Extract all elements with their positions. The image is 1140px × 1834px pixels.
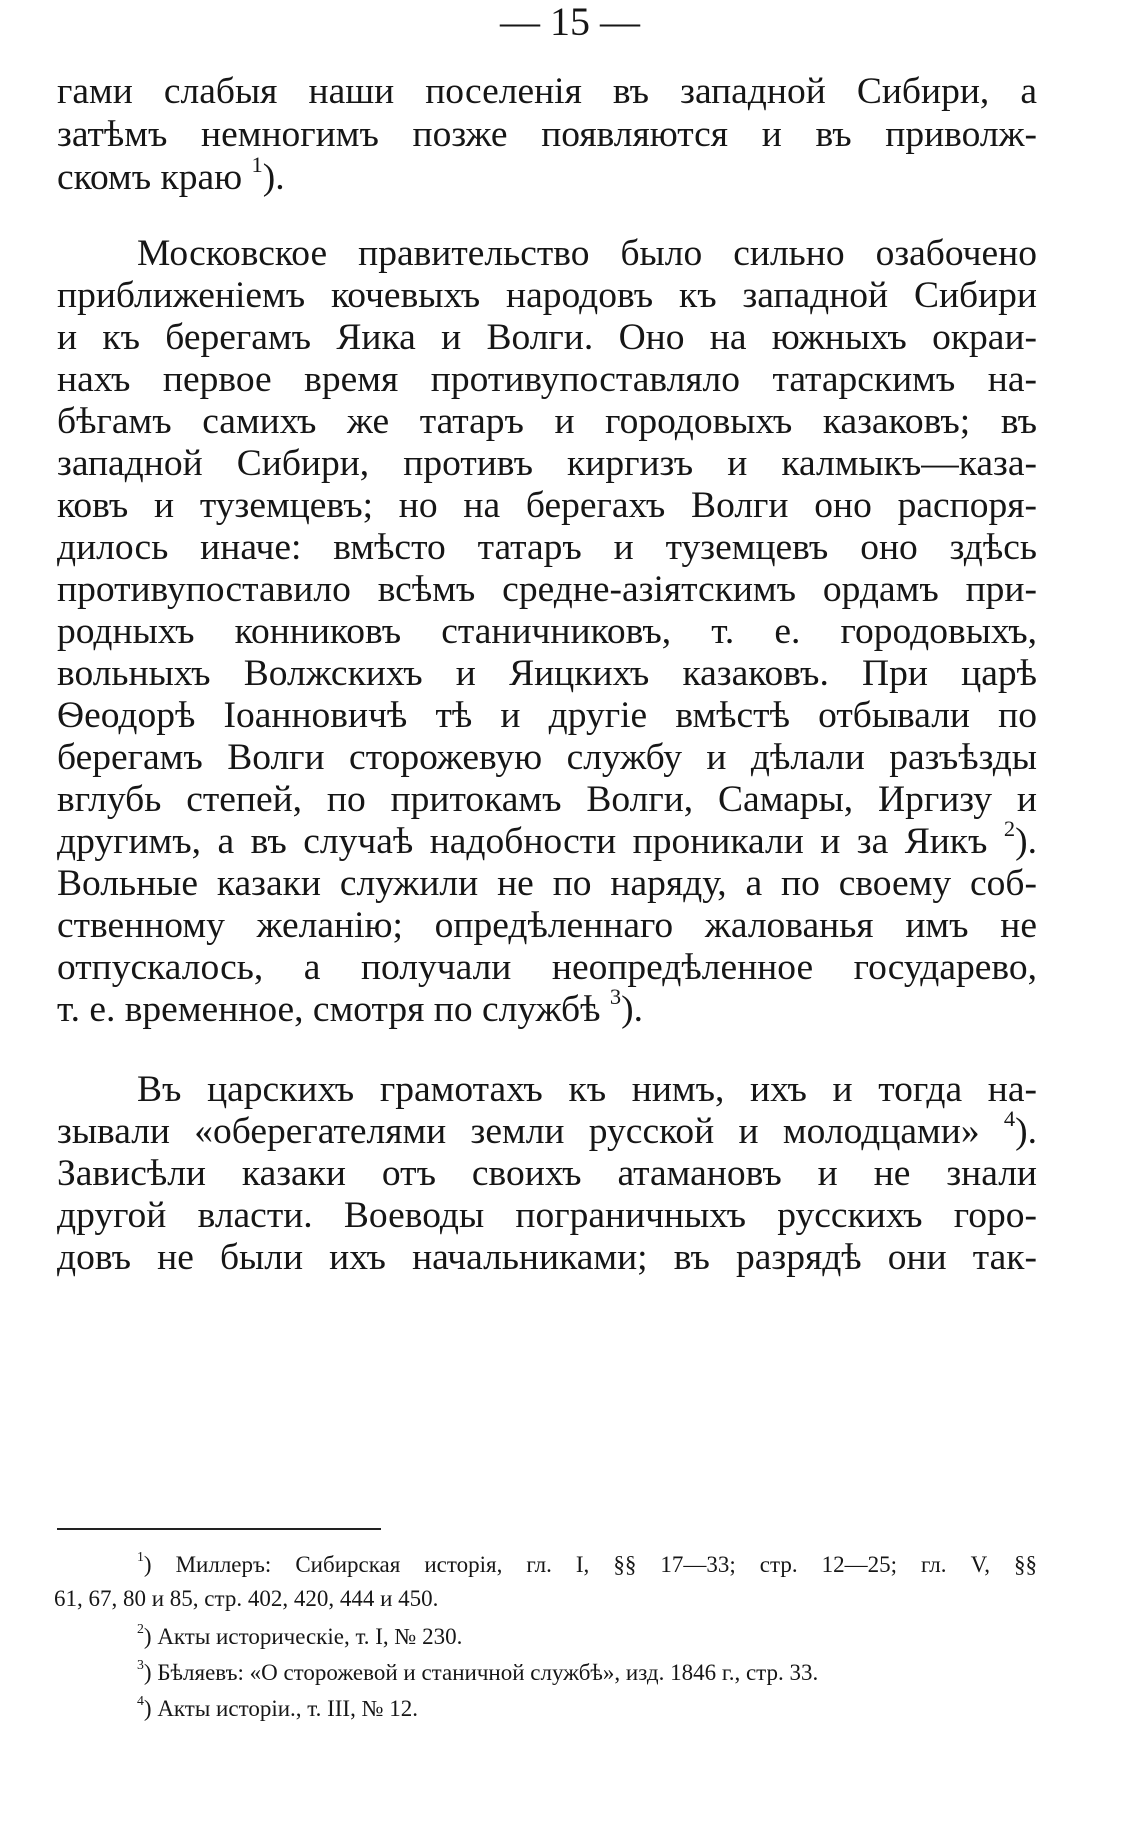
footnote-ref: 2	[1003, 816, 1016, 842]
footnote-ref: 1	[251, 152, 263, 178]
text-line: западной Сибири, противъ киргизъ и калмыкъ—каза-	[57, 443, 1037, 484]
text-line	[57, 816, 1038, 864]
text-line: нахъ первое время противупоставляло татарскимъ на-	[57, 359, 1037, 400]
ref-closing: ).	[621, 989, 643, 1030]
text-line: другой власти. Воеводы пограничныхъ русскихъ горо-	[57, 1195, 1037, 1236]
footnote	[137, 1692, 1037, 1726]
page-number: — 15 —	[500, 0, 640, 44]
text-line-content: скомъ краю	[57, 157, 243, 198]
footnote-ref: 3	[609, 984, 622, 1010]
footnote	[137, 1656, 1037, 1690]
text-line-content: т. е. временное, смотря по службѣ	[57, 989, 601, 1030]
text-line-content: другимъ, а въ случаѣ надобности проникали и за Яикъ	[57, 821, 988, 862]
text-line: и къ берегамъ Яика и Волги. Оно на южныхъ окраи-	[57, 317, 1037, 358]
text-line: отпускалось, а получали неопредѣленное государево,	[57, 947, 1037, 988]
footnote-text: 61, 67, 80 и 85, стр. 402, 420, 444 и 450.	[54, 1586, 439, 1611]
footnote-number: 2	[137, 1621, 144, 1637]
ref-closing: ).	[1015, 821, 1038, 862]
text-line: дилось иначе: вмѣсто татаръ и туземцевъ оно здѣсь	[57, 527, 1037, 568]
footnote-number: 4	[137, 1693, 144, 1709]
text-line: Московское правительство было сильно озабочено	[137, 233, 1037, 274]
footnote-text: ) Бѣляевъ: «О сторожевой и станичной службѣ», изд. 1846 г., стр. 33.	[143, 1660, 819, 1685]
text-line	[57, 1106, 1038, 1154]
text-line: Зависѣли казаки отъ своихъ атамановъ и не знали	[57, 1153, 1037, 1194]
footnote	[54, 1582, 1038, 1616]
ref-closing: ).	[1015, 1111, 1038, 1152]
footnote	[137, 1548, 1037, 1582]
text-line: Ѳеодорѣ Іоанновичѣ тѣ и другіе вмѣстѣ отбывали по	[57, 695, 1037, 736]
footnote-number: 1	[137, 1549, 144, 1565]
text-line: вглубь степей, по притокамъ Волги, Самары, Иргизу и	[57, 779, 1037, 820]
text-line-content: зывали «оберегателями земли русской и молодцами»	[57, 1111, 980, 1152]
text-line: приближеніемъ кочевыхъ народовъ къ западной Сибири	[57, 275, 1037, 316]
text-line: затѣмъ немногимъ позже появляются и въ приволж-	[57, 114, 1037, 155]
text-line	[57, 152, 1037, 200]
text-line: берегамъ Волги сторожевую службу и дѣлали разъѣзды	[57, 737, 1037, 778]
text-line: гами слабыя наши поселенія въ западной Сибири, а	[57, 71, 1037, 112]
footnote-number: 3	[137, 1657, 144, 1673]
text-line	[57, 984, 1037, 1032]
text-line: противупоставило всѣмъ средне-азіятскимъ ордамъ при-	[57, 569, 1037, 610]
footnote-ref: 4	[1003, 1106, 1016, 1132]
text-line: довъ не были ихъ начальниками; въ разрядѣ они так-	[57, 1237, 1037, 1278]
footnote	[137, 1620, 1037, 1654]
text-line: родныхъ конниковъ станичниковъ, т. е. городовыхъ,	[57, 611, 1037, 652]
text-line: Вольные казаки служили не по наряду, а по своему соб-	[57, 863, 1037, 904]
footnote-text: ) Миллеръ: Сибирская исторія, гл. I, §§ 17—33; стр. 12—25; гл. V, §§	[143, 1552, 1037, 1577]
text-line: бѣгамъ самихъ же татаръ и городовыхъ казаковъ; въ	[57, 401, 1037, 442]
text-line: Въ царскихъ грамотахъ къ нимъ, ихъ и тогда на-	[137, 1069, 1037, 1110]
ref-closing: ).	[262, 157, 285, 198]
footnote-text: ) Акты истоpіи., т. III, № 12.	[143, 1696, 419, 1721]
footnote-divider	[57, 1528, 381, 1530]
text-line: вольныхъ Волжскихъ и Яицкихъ казаковъ. При царѣ	[57, 653, 1037, 694]
text-line: ственному желанію; опредѣленнаго жалованья имъ не	[57, 905, 1037, 946]
text-line: ковъ и туземцевъ; но на берегахъ Волги оно распоря-	[57, 485, 1037, 526]
footnote-text: ) Акты историческіе, т. I, № 230.	[143, 1624, 463, 1649]
